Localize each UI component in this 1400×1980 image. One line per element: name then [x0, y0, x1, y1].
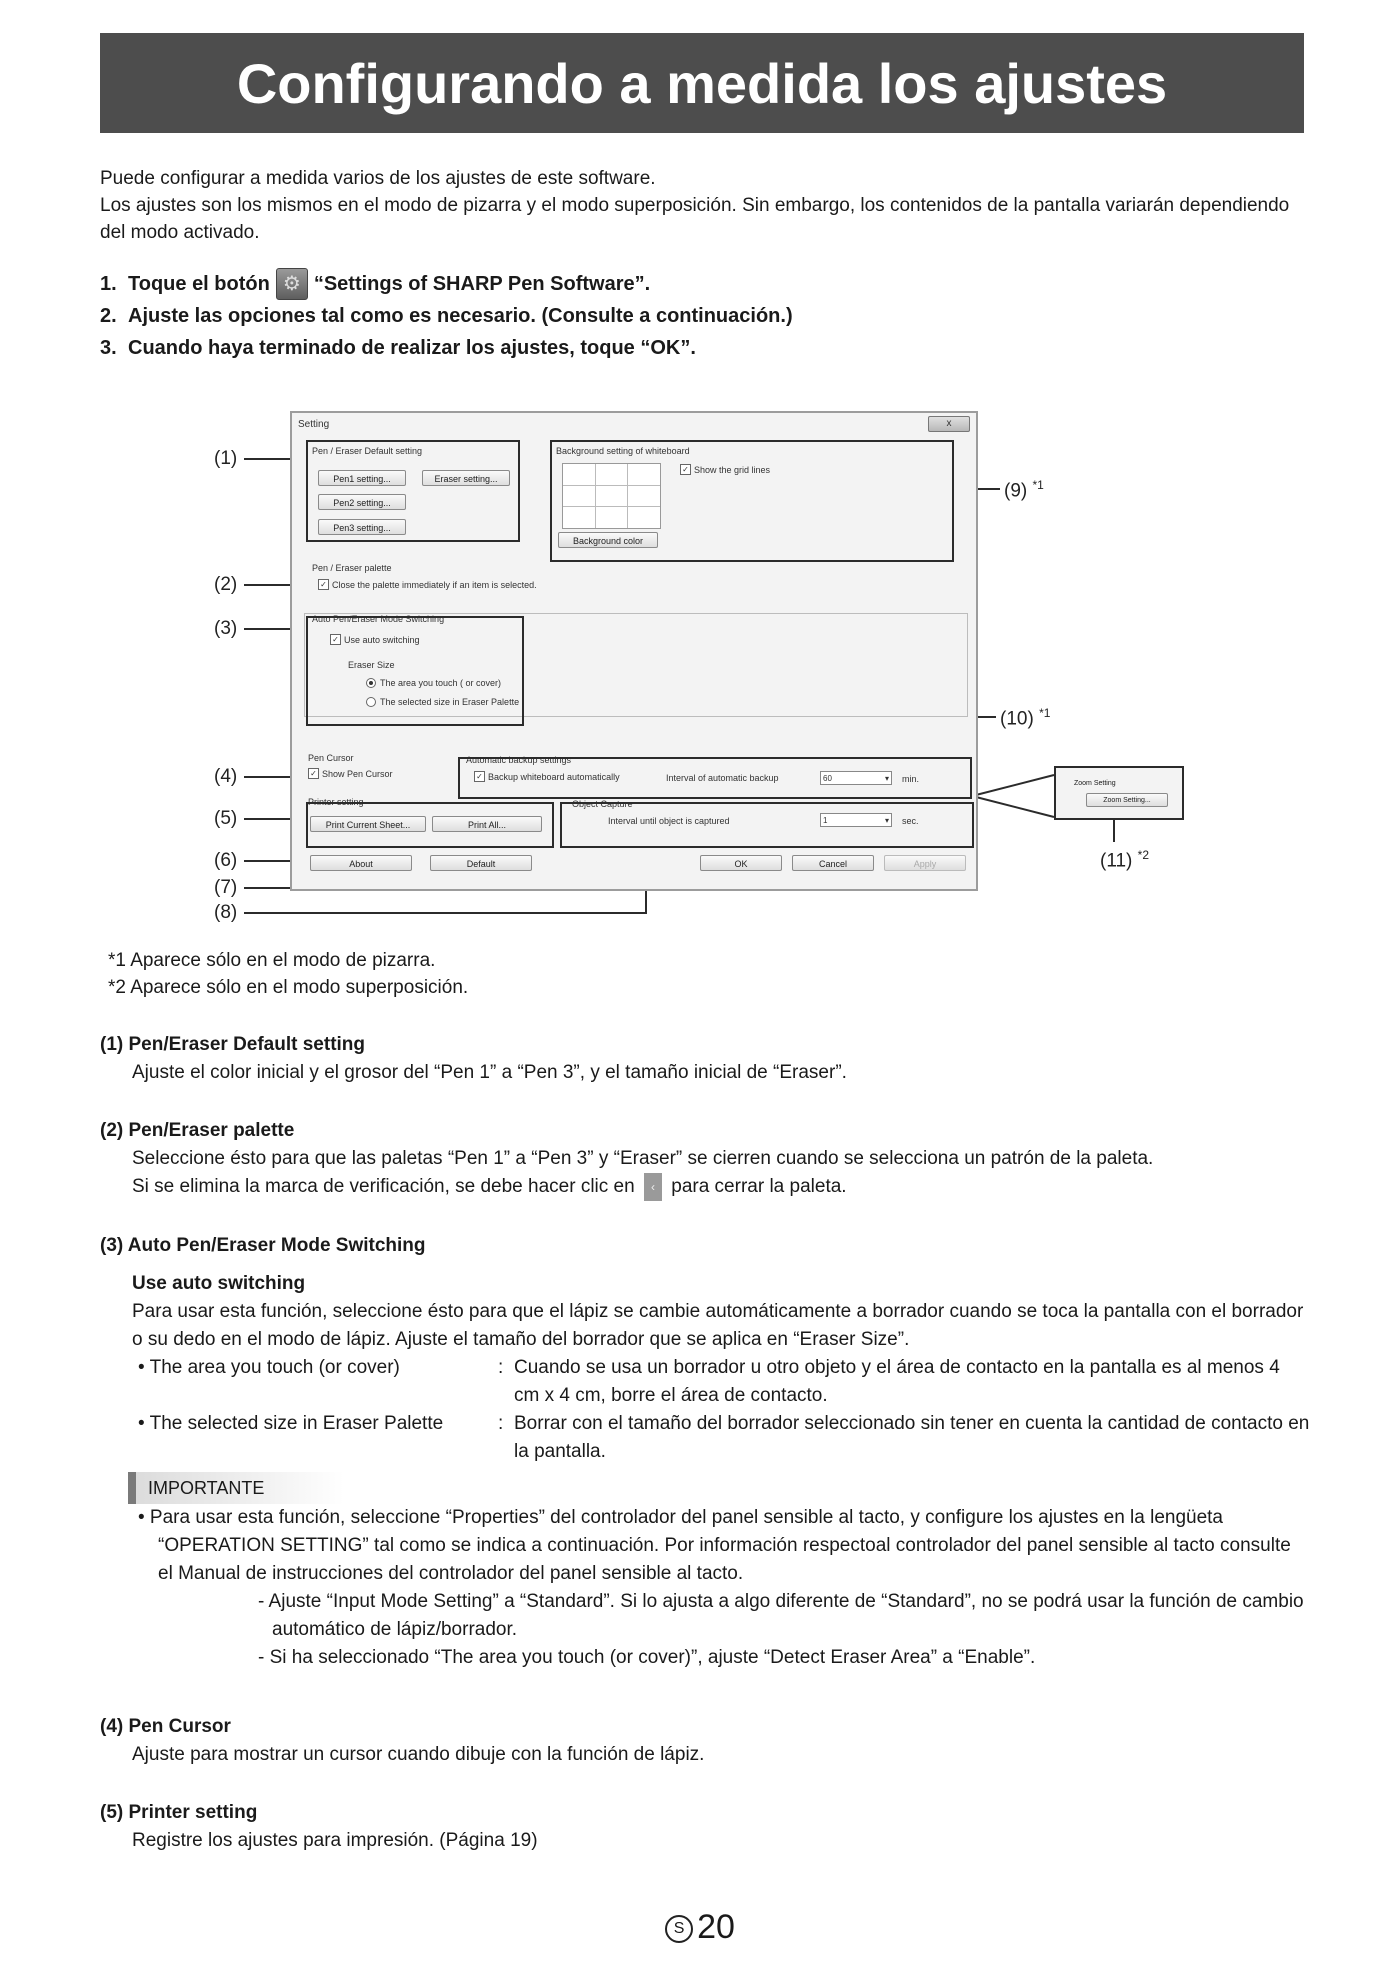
- backup-interval-label: Interval of automatic backup: [666, 773, 779, 783]
- page-number-text: 20: [697, 1908, 735, 1946]
- highlight-pen-default: [306, 440, 520, 542]
- backup-interval-value: 60: [823, 774, 832, 783]
- callout-10-label: (10): [1000, 708, 1034, 730]
- definition-2-desc: Borrar con el tamaño del borrador seleccionado sin tener en cuenta la cantidad de contacto en la pantalla.: [514, 1413, 1310, 1462]
- pen3-setting-button[interactable]: Pen3 setting...: [318, 519, 406, 535]
- section-palette: [100, 1117, 1310, 1201]
- show-pen-cursor-check-icon: ✓: [308, 768, 319, 779]
- callout-6: (6): [214, 850, 238, 871]
- page-title-text: Configurando a medida los ajustes: [236, 51, 1168, 115]
- highlight-printer: [306, 802, 554, 848]
- definition-row-1: [100, 1354, 1310, 1410]
- chevron-down-icon: ▾: [884, 774, 889, 783]
- chevron-down-icon: ▾: [884, 816, 889, 825]
- area-touch-label: The area you touch ( or cover): [380, 678, 502, 688]
- use-auto-label: Use auto switching: [344, 634, 420, 645]
- section-2-heading: (2) Pen/Eraser palette: [100, 1120, 295, 1141]
- important-dash-2: [100, 1644, 1310, 1672]
- step-2-text: Ajuste las opciones tal como es necesario. (Consulte a continuación.): [128, 304, 793, 327]
- about-button[interactable]: About: [310, 855, 412, 871]
- printer-label: Printer setting: [308, 797, 364, 807]
- show-grid-label: Show the grid lines: [694, 464, 771, 475]
- highlight-background: [550, 440, 954, 562]
- object-capture-label: Object Capture: [572, 799, 633, 809]
- callout-9-label: (9): [1004, 480, 1028, 502]
- print-current-button[interactable]: Print Current Sheet...: [310, 816, 426, 832]
- page-number: [0, 1908, 1400, 1947]
- backup-unit: min.: [902, 774, 920, 784]
- callout-11-note: *2: [1137, 848, 1150, 862]
- callout-11-label: (11): [1100, 850, 1133, 872]
- pen2-setting-button[interactable]: Pen2 setting...: [318, 494, 406, 510]
- section-auto-switch: [100, 1232, 1310, 1672]
- zoom-setting-box: [1054, 766, 1184, 820]
- backup-check-label: Backup whiteboard automatically: [488, 771, 620, 782]
- spacer: [100, 1260, 1310, 1270]
- gear-icon: ⚙: [276, 268, 308, 300]
- intro-line-2: Los ajustes son los mismos en el modo de pizarra y el modo superposición. Sin embargo, los contenidos de la pantalla variarán dependiendo del modo activado.: [100, 195, 1290, 243]
- ok-button[interactable]: OK: [700, 855, 782, 871]
- close-palette-check-icon: ✓: [318, 579, 329, 590]
- zoom-setting-label: Zoom Setting: [1074, 780, 1116, 787]
- close-icon: ‹: [644, 1173, 662, 1201]
- callout-1: (1): [214, 448, 238, 469]
- step-1-text-after: “Settings of SHARP Pen Software”.: [313, 272, 651, 295]
- close-palette-label: Close the palette immediately if an item is selected.: [332, 579, 537, 590]
- footnotes: [108, 947, 468, 1001]
- section-5-heading: (5) Printer setting: [100, 1802, 258, 1823]
- print-all-button[interactable]: Print All...: [432, 816, 542, 832]
- intro-line-1: Puede configurar a medida varios de los ajustes de este software.: [100, 168, 656, 189]
- definition-1-term: • The area you touch (or cover): [138, 1357, 400, 1378]
- selected-size-label: The selected size in Eraser Palette: [380, 697, 520, 707]
- section-4-heading: (4) Pen Cursor: [100, 1716, 231, 1737]
- callout-10-note: *1: [1039, 706, 1051, 720]
- section-2-line-1: Seleccione ésto para que las paletas “Pen 1” a “Pen 3” y “Eraser” se cierren cuando se selecciona un patrón de la paleta.: [132, 1148, 1154, 1169]
- step-1-number: 1.: [100, 272, 117, 295]
- show-pen-cursor-checkbox[interactable]: [308, 768, 393, 779]
- callout-7: (7): [214, 877, 238, 898]
- object-capture-interval-label: Interval until object is captured: [608, 816, 730, 826]
- important-dash-2-text: - Si ha seleccionado “The area you touch (or cover)”, ajuste “Detect Eraser Area” a “Enable”.: [258, 1647, 1036, 1668]
- footnote-1: *1 Aparece sólo en el modo de pizarra.: [108, 950, 436, 971]
- section-3-subheading: Use auto switching: [132, 1273, 306, 1294]
- pen1-setting-button[interactable]: Pen1 setting...: [318, 470, 406, 486]
- section-1-heading: (1) Pen/Eraser Default setting: [100, 1034, 366, 1055]
- close-icon[interactable]: x: [928, 416, 970, 432]
- section-3-heading: (3) Auto Pen/Eraser Mode Switching: [100, 1235, 426, 1256]
- footnote-2: *2 Aparece sólo en el modo superposición.: [108, 977, 469, 998]
- callout-line-11-b: [972, 796, 1054, 817]
- section-3-body: Para usar esta función, seleccione ésto para que el lápiz se cambie automáticamente a borrador cuando se toca la pantalla con el borrador o su dedo en el modo de lápiz. Ajuste el tamaño del borrador que se aplica en “Eraser Size”.: [132, 1301, 1304, 1350]
- step-1-text-before: Toque el botón: [128, 272, 270, 295]
- eraser-setting-button[interactable]: Eraser setting...: [422, 470, 510, 486]
- important-bullet: • Para usar esta función, seleccione “Properties” del controlador del panel sensible al tacto, y configure los ajustes en la lengüeta “OPERATION SETTING” tal como se indica a continuación. Por información respectoal controlador del panel sensible al tacto consulte el Manual de instrucciones del controlador del panel sensible al tacto.: [138, 1507, 1291, 1584]
- section-5-body: Registre los ajustes para impresión. (Página 19): [132, 1830, 538, 1851]
- definition-1-colon: :: [498, 1357, 504, 1378]
- highlight-backup: [458, 757, 972, 799]
- show-grid-check-icon: ✓: [680, 464, 691, 475]
- callout-11: [1100, 848, 1149, 872]
- important-dash-1: [100, 1588, 1310, 1644]
- step-3-number: 3.: [100, 336, 117, 359]
- backup-label: Automatic backup settings: [466, 755, 572, 765]
- definition-row-2: [100, 1410, 1310, 1466]
- eraser-size-label: Eraser Size: [348, 660, 395, 670]
- callout-9-note: *1: [1032, 478, 1044, 492]
- close-palette-checkbox[interactable]: [318, 579, 537, 590]
- highlight-auto-switch: [306, 616, 524, 726]
- callout-5: (5): [214, 808, 238, 829]
- use-auto-check-icon: ✓: [330, 634, 341, 645]
- section-1-body: Ajuste el color inicial y el grosor del “Pen 1” a “Pen 3”, y el tamaño inicial de “Eraser”.: [132, 1062, 847, 1083]
- section-pen-default: [100, 1031, 1310, 1087]
- callout-9: [1004, 478, 1044, 502]
- palette-label: Pen / Eraser palette: [312, 563, 392, 573]
- definition-2-term: • The selected size in Eraser Palette: [138, 1413, 444, 1434]
- section-4-body: Ajuste para mostrar un cursor cuando dibuje con la función de lápiz.: [132, 1744, 705, 1765]
- auto-switch-label: Auto Pen/Eraser Mode Switching: [312, 614, 445, 624]
- object-capture-value: 1: [823, 816, 828, 825]
- pen-default-label: Pen / Eraser Default setting: [312, 446, 423, 456]
- background-label: Background setting of whiteboard: [556, 446, 690, 456]
- backup-check-icon: ✓: [474, 771, 485, 782]
- definition-2-colon: :: [498, 1413, 504, 1434]
- callout-line-11-a: [972, 775, 1054, 796]
- default-button[interactable]: Default: [430, 855, 532, 871]
- important-label: IMPORTANTE: [128, 1472, 344, 1504]
- callout-2: (2): [214, 574, 238, 595]
- dialog-title: Setting: [298, 419, 330, 430]
- step-2-number: 2.: [100, 304, 117, 327]
- pen-cursor-label: Pen Cursor: [308, 753, 354, 763]
- section-2-line-2-after: para cerrar la paleta.: [671, 1176, 847, 1198]
- callout-4: (4): [214, 766, 238, 787]
- section-printer: [100, 1799, 1310, 1855]
- section-2-line-2-before: Si se elimina la marca de verificación, se debe hacer clic en: [132, 1176, 635, 1198]
- step-3-text: Cuando haya terminado de realizar los ajustes, toque “OK”.: [128, 336, 696, 359]
- show-pen-cursor-label: Show Pen Cursor: [322, 768, 393, 779]
- important-dash-1-text: - Ajuste “Input Mode Setting” a “Standard”. Si lo ajusta a algo diferente de “Standard”, no se podrá usar la función de cambio automático de lápiz/borrador.: [258, 1591, 1304, 1640]
- section-pen-cursor: [100, 1713, 1310, 1769]
- section-2-line-2: [100, 1173, 1310, 1201]
- highlight-object-capture: [560, 802, 974, 848]
- cancel-button[interactable]: Cancel: [792, 855, 874, 871]
- callout-3: (3): [214, 618, 238, 639]
- callout-8: (8): [214, 902, 238, 923]
- page-mark: S: [665, 1915, 693, 1943]
- zoom-setting-button[interactable]: Zoom Setting...: [1086, 793, 1168, 807]
- object-capture-unit: sec.: [902, 816, 919, 826]
- background-color-button[interactable]: Background color: [558, 532, 658, 548]
- definition-1-desc: Cuando se usa un borrador u otro objeto y el área de contacto en la pantalla es al menos 4 cm x 4 cm, borre el área de contacto.: [514, 1357, 1280, 1406]
- callout-10: [1000, 706, 1050, 730]
- apply-button[interactable]: Apply: [884, 855, 966, 871]
